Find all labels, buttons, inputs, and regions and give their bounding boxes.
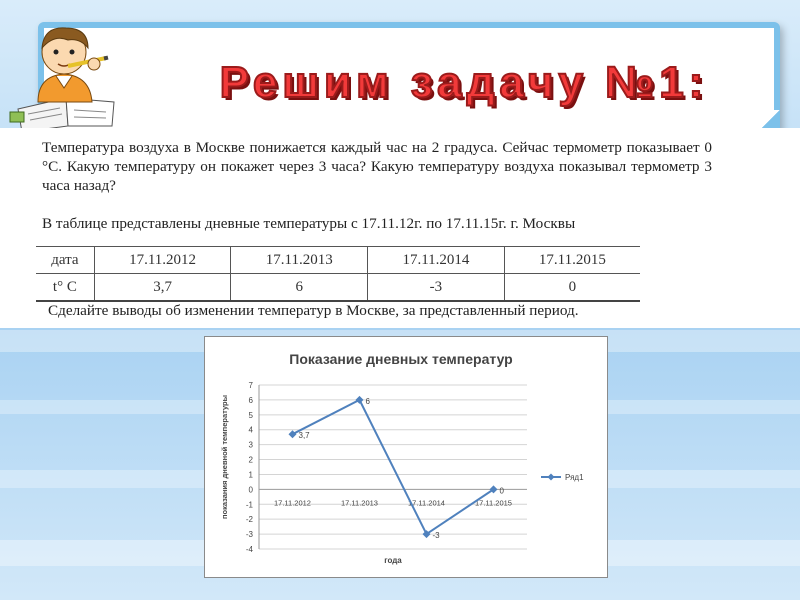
y-tick-label: -4 [245, 545, 253, 554]
temperature-table [36, 246, 640, 302]
table-cell: дата [36, 247, 94, 274]
slide-title: Решим задачу №1: [219, 58, 709, 107]
y-tick-label: -1 [245, 500, 253, 510]
x-axis-label: года [384, 556, 402, 565]
y-tick-label: 7 [248, 381, 253, 390]
y-tick-label: -3 [245, 530, 253, 540]
table-cell: 6 [231, 274, 368, 302]
table-intro: В таблице представлены дневные температуры с 17.11.12г. по 17.11.15г. г. Москвы [42, 215, 576, 232]
y-tick-label: 5 [248, 410, 253, 420]
table-cell: -3 [368, 274, 505, 302]
y-tick-label: 2 [248, 455, 253, 465]
table-cell: 17.11.2012 [94, 247, 231, 274]
data-point [356, 396, 364, 404]
series-line [293, 400, 494, 534]
y-tick-label: 6 [248, 395, 253, 405]
temperature-chart [204, 336, 608, 578]
x-tick-label: 17.11.2013 [341, 498, 378, 508]
table-row [36, 274, 640, 302]
data-label: -3 [432, 531, 440, 541]
title-card [38, 22, 780, 134]
table-cell: 3,7 [94, 274, 231, 302]
y-tick-label: 4 [248, 425, 253, 435]
y-axis-label: показания дневной температуры [220, 394, 229, 520]
table-cell: 0 [504, 274, 640, 302]
chart-title: Показание дневных температур [289, 351, 513, 367]
legend-label: Ряд1 [565, 473, 584, 482]
legend-marker [548, 474, 555, 481]
table-cell: t° C [36, 274, 94, 302]
data-label: 6 [365, 396, 370, 406]
y-tick-label: 1 [248, 470, 253, 480]
x-tick-label: 17.11.2014 [408, 498, 445, 508]
y-tick-label: 0 [248, 485, 253, 495]
y-tick-label: -2 [245, 515, 253, 525]
table-cell: 17.11.2015 [504, 247, 640, 274]
problem-text: Температура воздуха в Москве понижается каждый час на 2 градуса. Сейчас термометр показывает 0 °С. Какую температуру он покажет через 3 часа? Какую температуру воздуха показывал термометр 3 часа назад? [42, 139, 712, 194]
data-point [289, 430, 297, 438]
table-cell: 17.11.2013 [231, 247, 368, 274]
table-row [36, 247, 640, 274]
x-tick-label: 17.11.2012 [274, 498, 311, 508]
data-label: 0 [499, 486, 504, 496]
conclusion-prompt: Сделайте выводы об изменении температур в Москве, за представленный период. [48, 302, 579, 319]
chart-svg [205, 337, 607, 577]
y-tick-label: 3 [248, 440, 253, 450]
x-tick-label: 17.11.2015 [475, 498, 512, 508]
slide-content [0, 128, 800, 328]
table-cell: 17.11.2014 [368, 247, 505, 274]
data-label: 3,7 [298, 431, 310, 441]
student-reading-illustration [8, 14, 128, 134]
